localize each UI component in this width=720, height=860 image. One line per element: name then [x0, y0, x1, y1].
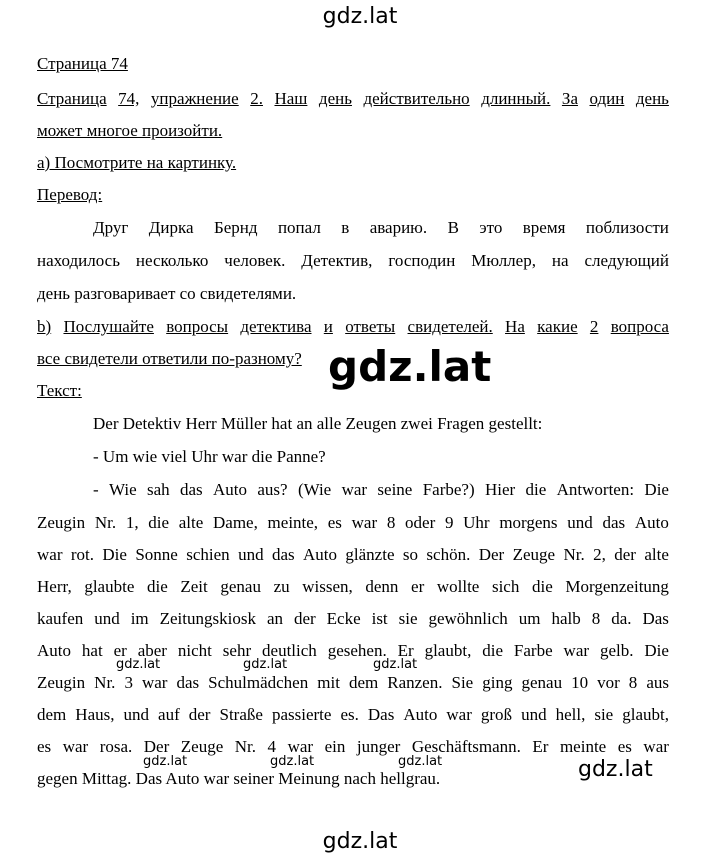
word: rosa.	[99, 737, 133, 756]
word: человек.	[224, 251, 286, 270]
word: находилось	[37, 251, 120, 270]
page-title-text: Страница 74	[37, 54, 128, 73]
word: Der	[478, 545, 505, 564]
german-line-5	[37, 607, 669, 631]
word: Страница	[37, 89, 107, 108]
word: glaubt,	[622, 705, 669, 724]
word: war	[351, 513, 378, 532]
word: 8	[628, 673, 638, 692]
word: sie	[594, 705, 614, 724]
page-title	[37, 52, 669, 76]
word: und	[94, 609, 120, 628]
word: dem	[348, 673, 379, 692]
word: das	[602, 513, 626, 532]
word: die	[148, 513, 170, 532]
word: es.	[340, 705, 359, 724]
word: war	[643, 737, 669, 756]
task-b-line-2-text: все свидетели ответили по-разному?	[37, 349, 302, 368]
german-line-7	[37, 671, 669, 695]
word: и	[323, 317, 333, 336]
word: die	[525, 480, 547, 499]
translation-line-2	[37, 249, 669, 273]
word: und	[521, 705, 547, 724]
translation-label-text: Перевод:	[37, 185, 103, 204]
word: so	[402, 545, 419, 564]
word: Die	[644, 641, 669, 660]
word: на	[551, 251, 569, 270]
translation-line-1	[93, 216, 669, 240]
watermark-small-6: gdz.lat	[398, 754, 443, 769]
watermark-small-2: gdz.lat	[243, 657, 288, 672]
word: несколько	[135, 251, 209, 270]
word: aus	[646, 673, 669, 692]
word: это	[479, 218, 503, 237]
word: вопроса	[610, 317, 669, 336]
word: На	[505, 317, 525, 336]
word: war	[287, 737, 314, 756]
word: war	[37, 545, 63, 564]
word: im	[130, 609, 149, 628]
word: Hier	[484, 480, 516, 499]
word: Geschäftsmann.	[411, 737, 521, 756]
watermark-right: gdz.lat	[578, 757, 653, 782]
word: kaufen	[37, 609, 84, 628]
word: Auto	[303, 545, 338, 564]
word: nicht	[177, 641, 212, 660]
german-last-line: gegen Mittag. Das Auto war seiner Meinung nach hellgrau.	[37, 769, 441, 788]
word: Auto	[403, 705, 438, 724]
word: aus?	[257, 480, 288, 499]
word: Wie	[109, 480, 137, 499]
german-line-4	[37, 575, 669, 599]
word: passierte	[271, 705, 332, 724]
word: Друг	[93, 218, 129, 237]
word: der	[188, 705, 211, 724]
word: Sonne	[135, 545, 178, 564]
word: 74,	[118, 89, 140, 108]
word: sah	[147, 480, 170, 499]
word: Детектив,	[301, 251, 373, 270]
word: wissen,	[302, 577, 353, 596]
word: ging	[482, 673, 513, 692]
word: аварию.	[369, 218, 428, 237]
word: da.	[611, 609, 632, 628]
word: 1,	[125, 513, 139, 532]
word: в	[341, 218, 350, 237]
word: war	[62, 737, 89, 756]
word: действительно	[363, 89, 470, 108]
german-line-1	[93, 478, 669, 502]
german-line-2	[37, 511, 669, 535]
word: glaubte	[84, 577, 135, 596]
word: das	[180, 480, 203, 499]
word: Schulmädchen	[208, 673, 309, 692]
word: glaubt,	[424, 641, 472, 660]
word: auf	[158, 705, 180, 724]
word: junger	[356, 737, 401, 756]
task-b-line-1	[37, 315, 669, 339]
word: und	[567, 513, 593, 532]
word: день	[635, 89, 669, 108]
word: um	[518, 609, 541, 628]
german-line-8	[37, 703, 669, 727]
word: seine	[377, 480, 413, 499]
word: Ecke	[326, 609, 361, 628]
word: das	[176, 673, 200, 692]
word: Er	[397, 641, 414, 660]
word: день	[318, 89, 352, 108]
word: Auto	[213, 480, 248, 499]
word: Zeitungskiosk	[159, 609, 256, 628]
word: длинный.	[481, 89, 551, 108]
word: упражнение	[150, 89, 239, 108]
german-intro: Der Detektiv Herr Müller hat an alle Zeugen zwei Fragen gestellt:	[93, 414, 543, 433]
word: За	[561, 89, 578, 108]
word: mit	[317, 673, 340, 692]
word: genau	[521, 673, 563, 692]
word: gesehen.	[327, 641, 387, 660]
word: Farbe	[513, 641, 553, 660]
word: sehr	[222, 641, 252, 660]
watermark-small-4: gdz.lat	[143, 754, 188, 769]
word: Haus,	[75, 705, 115, 724]
word: попал	[277, 218, 321, 237]
word: свидетелей.	[407, 317, 493, 336]
word: Nr.	[94, 513, 117, 532]
word: Наш	[274, 89, 308, 108]
word: Zeit	[180, 577, 208, 596]
watermark-bottom: gdz.lat	[322, 829, 398, 854]
word: deutlich	[262, 641, 317, 660]
word: es	[327, 513, 342, 532]
word: Die	[102, 545, 127, 564]
word: 8	[386, 513, 396, 532]
word: meinte,	[267, 513, 319, 532]
watermark-small-3: gdz.lat	[373, 657, 418, 672]
word: er	[113, 641, 127, 660]
word: Zeugin	[37, 673, 86, 692]
word: genau	[220, 577, 261, 596]
word: Herr,	[37, 577, 72, 596]
word: war	[341, 480, 368, 499]
word: die	[531, 577, 553, 596]
word: ответы	[345, 317, 396, 336]
word: 2,	[593, 545, 606, 564]
word: Auto	[37, 641, 71, 660]
word: gelb.	[599, 641, 634, 660]
word: glänzte	[345, 545, 395, 564]
word: war	[563, 641, 590, 660]
word: sich	[491, 577, 520, 596]
word: господин	[388, 251, 456, 270]
word: Nr.	[563, 545, 585, 564]
word: Antworten:	[556, 480, 635, 499]
word: (Wie	[297, 480, 332, 499]
word: Sie	[451, 673, 474, 692]
word: dem	[37, 705, 67, 724]
german-line-3	[37, 543, 669, 567]
word: der	[614, 545, 636, 564]
word: Nr.	[94, 673, 116, 692]
word: die	[482, 641, 504, 660]
word: groß	[480, 705, 513, 724]
word: Morgenzeitung	[565, 577, 669, 596]
word: один	[589, 89, 625, 108]
german-line-9	[37, 735, 669, 759]
word: Das	[642, 609, 669, 628]
word: die	[146, 577, 168, 596]
word: Ranzen.	[387, 673, 443, 692]
word: Auto	[634, 513, 669, 532]
word: wollte	[436, 577, 480, 596]
word: вопросы	[166, 317, 229, 336]
word: Послушайте	[63, 317, 154, 336]
word: das	[271, 545, 295, 564]
task-a	[37, 151, 669, 175]
word: Der	[143, 737, 170, 756]
word: ist	[371, 609, 388, 628]
word: 2	[589, 317, 599, 336]
word: Zeuge	[512, 545, 556, 564]
translation-line-3: день разговаривает со свидетелями.	[37, 284, 297, 303]
word: Das	[367, 705, 395, 724]
translation-label	[37, 183, 669, 207]
word: -	[93, 480, 99, 499]
word: детектива	[240, 317, 312, 336]
word: schien	[186, 545, 230, 564]
word: gewöhnlich	[428, 609, 508, 628]
word: an	[266, 609, 283, 628]
word: Die	[644, 480, 669, 499]
word: vor	[597, 673, 620, 692]
word: alte	[644, 545, 669, 564]
word: war	[141, 673, 168, 692]
word: Бернд	[213, 218, 258, 237]
word: hell,	[555, 705, 586, 724]
task-a-text: a) Посмотрите на картинку.	[37, 153, 237, 172]
word: aber	[137, 641, 167, 660]
watermark-top: gdz.lat	[322, 4, 398, 29]
word: sie	[398, 609, 418, 628]
exercise-line-2	[37, 119, 669, 143]
word: Farbe?)	[422, 480, 475, 499]
word: war	[446, 705, 472, 724]
text-label	[37, 379, 669, 403]
word: Straße	[219, 705, 263, 724]
word: und	[123, 705, 150, 724]
word: 9	[444, 513, 454, 532]
german-question-1: - Um wie viel Uhr war die Panne?	[93, 447, 326, 466]
word: hat	[81, 641, 103, 660]
word: время	[522, 218, 566, 237]
word: 10	[571, 673, 589, 692]
word: oder	[405, 513, 436, 532]
word: und	[238, 545, 264, 564]
exercise-line-2-text: может многое произойти.	[37, 121, 223, 140]
word: Dame,	[213, 513, 258, 532]
watermark-center: gdz.lat	[328, 342, 492, 391]
text-label-text: Текст:	[37, 381, 82, 400]
word: Zeugin	[37, 513, 86, 532]
watermark-small-1: gdz.lat	[116, 657, 161, 672]
word: 8	[591, 609, 601, 628]
word: 3	[124, 673, 133, 692]
word: alte	[178, 513, 204, 532]
word: es	[617, 737, 632, 756]
word: denn	[365, 577, 399, 596]
exercise-line-1	[37, 87, 669, 111]
word: Uhr	[463, 513, 490, 532]
word: Nr.	[234, 737, 257, 756]
word: поблизости	[585, 218, 669, 237]
word: Er	[532, 737, 549, 756]
word: rot.	[70, 545, 95, 564]
word: В	[447, 218, 459, 237]
word: der	[293, 609, 316, 628]
word: meinte	[559, 737, 607, 756]
word: zu	[273, 577, 290, 596]
word: Мюллер,	[471, 251, 536, 270]
word: er	[411, 577, 425, 596]
word: ein	[324, 737, 346, 756]
word: следующий	[584, 251, 669, 270]
watermark-small-5: gdz.lat	[270, 754, 315, 769]
word: schön.	[426, 545, 471, 564]
word: es	[37, 737, 52, 756]
word: 4	[267, 737, 277, 756]
word: Zeuge	[180, 737, 224, 756]
word: 2.	[250, 89, 263, 108]
word: Дирка	[148, 218, 194, 237]
word: какие	[537, 317, 578, 336]
word: morgens	[499, 513, 558, 532]
word: b)	[37, 317, 52, 336]
word: halb	[551, 609, 581, 628]
